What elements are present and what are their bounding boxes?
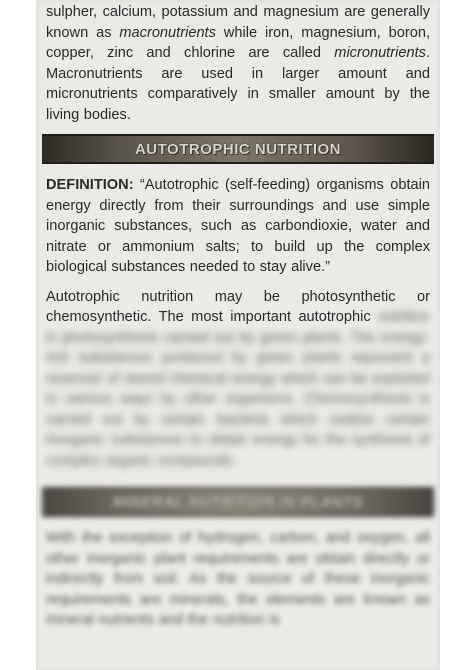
blurred-region bbox=[46, 487, 430, 631]
autotrophic-types-paragraph bbox=[46, 287, 430, 472]
section-heading-mineral: MINERAL NUTRITION IN PLANTS bbox=[112, 493, 364, 511]
intro-text-1: sulpher, calcium, potassium and magnesium are generally known as bbox=[46, 4, 430, 41]
mineral-paragraph: With the exception of hydrogen, carbon, and oxygen, all other inorganic plant requirements are obtain directly or indirectly from soil. As the source of these inorganic requirements are minerals, the elements are known as mineral nutrients and the nutrition is bbox=[46, 530, 430, 628]
intro-text-2: while iron, magnesium, boron, copper, zinc and chlorine are called bbox=[46, 24, 430, 61]
section-heading-banner-2 bbox=[42, 487, 434, 517]
autotrophic-blurred-text: nutrition is photosynthesis carried out by green plants. The energy-rich substances produced by green plants represent a reservoir of stored chemical energy which can be exploited in various ways by other organisms. Chemosynthesis is carried out by certain bacteria which oxidize certain inorganic substances to obtain energy for the synthesis of complex organic compounds. bbox=[46, 309, 430, 469]
section-heading-banner bbox=[42, 134, 434, 164]
autotrophic-types-visible-text: Autotrophic nutrition may be photosynthetic or chemosynthetic. The most important autotrophic bbox=[46, 288, 430, 325]
autotrophic-types-blurred-text bbox=[46, 309, 430, 469]
page-content bbox=[46, 0, 430, 631]
document-page bbox=[36, 0, 440, 670]
definition-text: “Autotrophic (self-feeding) organisms obtain energy directly from their surroundings and use simple inorganic substances, such as carbondioxie, water and nitrate or ammonium salts; to build up the complex biological substances needed to stay alive.” bbox=[46, 177, 430, 275]
intro-text-3: . Macronutrients are used in larger amount and micronutrients comparatively in smaller amount by the living bodies. bbox=[46, 45, 430, 123]
definition-label: DEFINITION: bbox=[46, 177, 134, 193]
intro-term-macronutrients: macronutrients bbox=[119, 24, 216, 41]
intro-term-micronutrients: micronutrients bbox=[334, 45, 426, 61]
section-heading-autotrophic: AUTOTROPHIC NUTRITION bbox=[134, 140, 342, 158]
intro-paragraph bbox=[46, 2, 430, 125]
definition-paragraph bbox=[46, 175, 430, 278]
